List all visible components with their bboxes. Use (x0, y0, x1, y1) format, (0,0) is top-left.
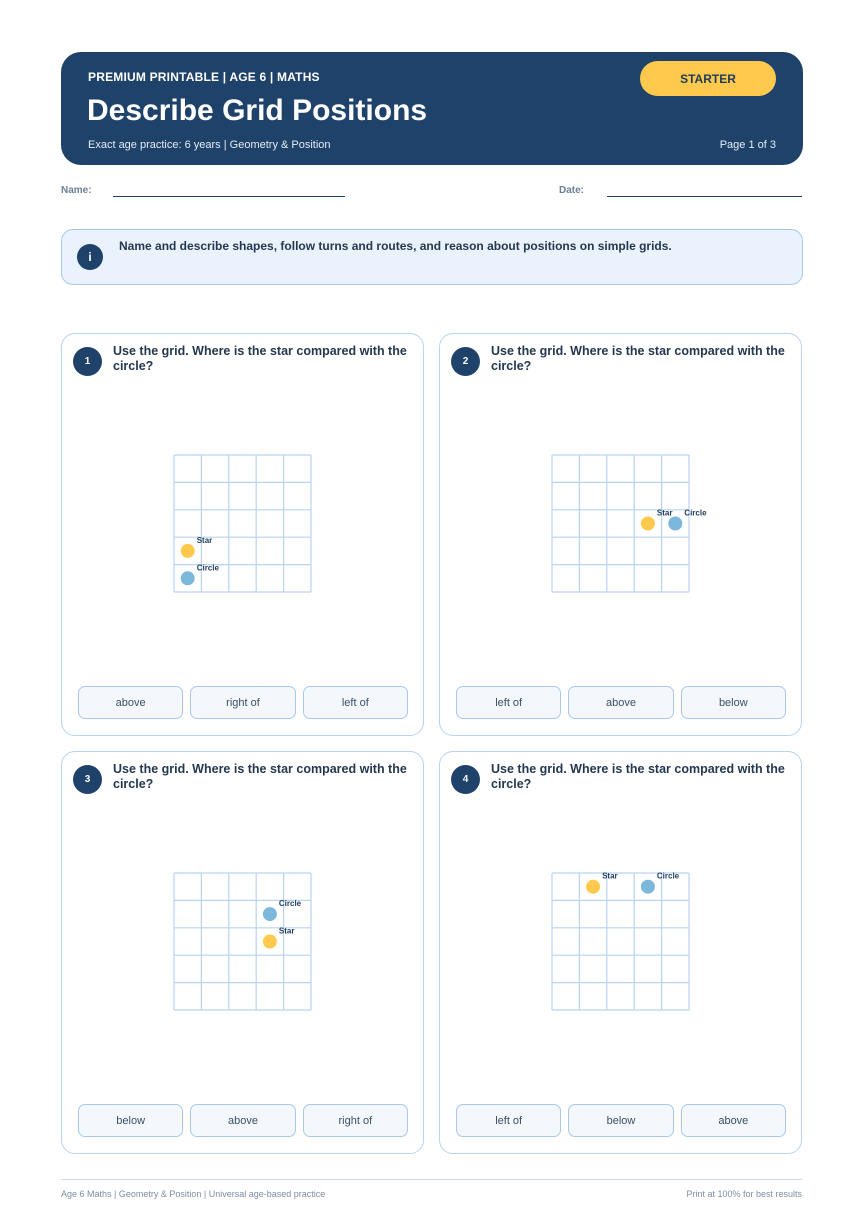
footer-right-text: Print at 100% for best results (686, 1189, 802, 1199)
position-grid (174, 455, 311, 592)
question-card-3 (61, 751, 424, 1154)
answer-option[interactable]: left of (456, 1104, 561, 1137)
star-label: Star (602, 871, 618, 881)
circle-marker (668, 517, 682, 531)
circle-label: Circle (196, 563, 219, 573)
question-text: Use the grid. Where is the star compared with the circle? (491, 344, 785, 373)
star-marker (641, 517, 655, 531)
circle-label: Circle (656, 871, 680, 881)
instructions-box (61, 229, 803, 285)
answer-option[interactable]: left of (456, 686, 561, 719)
question-card-4 (439, 751, 802, 1154)
circle-marker (181, 571, 195, 585)
circle-label: Circle (684, 508, 707, 518)
star-marker (263, 935, 277, 949)
header-kicker: PREMIUM PRINTABLE | AGE 6 | MATHS (88, 70, 320, 84)
question-number: 2 (451, 347, 480, 376)
answer-option[interactable]: below (568, 1104, 673, 1137)
header-subline: Exact age practice: 6 years | Geometry & Position (88, 139, 331, 151)
worksheet-header (61, 52, 803, 165)
question-number: 3 (73, 765, 102, 794)
star-label: Star (656, 508, 673, 518)
answer-option[interactable]: below (78, 1104, 183, 1137)
position-grid (552, 873, 689, 1010)
question-number: 4 (451, 765, 480, 794)
position-grid (174, 873, 311, 1010)
instructions-text: Name and describe shapes, follow turns and routes, and reason about positions on simple grids. (119, 239, 672, 253)
answer-option[interactable]: above (568, 686, 673, 719)
answer-option[interactable]: above (190, 1104, 295, 1137)
answer-option[interactable]: left of (303, 686, 408, 719)
page-title: Describe Grid Positions (87, 94, 428, 127)
star-marker (181, 544, 195, 558)
position-grid (552, 455, 707, 592)
answer-option[interactable]: above (78, 686, 183, 719)
name-label: Name: (61, 185, 92, 196)
date-line (607, 196, 802, 197)
answer-option[interactable]: below (681, 686, 786, 719)
question-text: Use the grid. Where is the star compared with the circle? (113, 762, 407, 791)
footer-divider (61, 1179, 802, 1180)
info-icon: i (77, 244, 103, 270)
circle-label: Circle (278, 899, 302, 909)
circle-marker (263, 907, 277, 921)
answer-option[interactable]: right of (303, 1104, 408, 1137)
level-badge: STARTER (640, 61, 776, 96)
star-marker (586, 880, 600, 894)
date-label: Date: (559, 185, 585, 196)
name-line (113, 196, 345, 197)
answer-option[interactable]: above (681, 1104, 786, 1137)
star-label: Star (278, 926, 295, 936)
page-number: Page 1 of 3 (719, 139, 776, 151)
question-card-2 (439, 333, 802, 736)
question-card-1 (61, 333, 424, 736)
footer-left-text: Age 6 Maths | Geometry & Position | Universal age-based practice (61, 1189, 326, 1199)
circle-marker (641, 880, 655, 894)
answer-option[interactable]: right of (190, 686, 295, 719)
star-label: Star (196, 535, 213, 545)
question-text: Use the grid. Where is the star compared with the circle? (491, 762, 785, 791)
question-text: Use the grid. Where is the star compared with the circle? (113, 344, 407, 373)
question-number: 1 (73, 347, 102, 376)
